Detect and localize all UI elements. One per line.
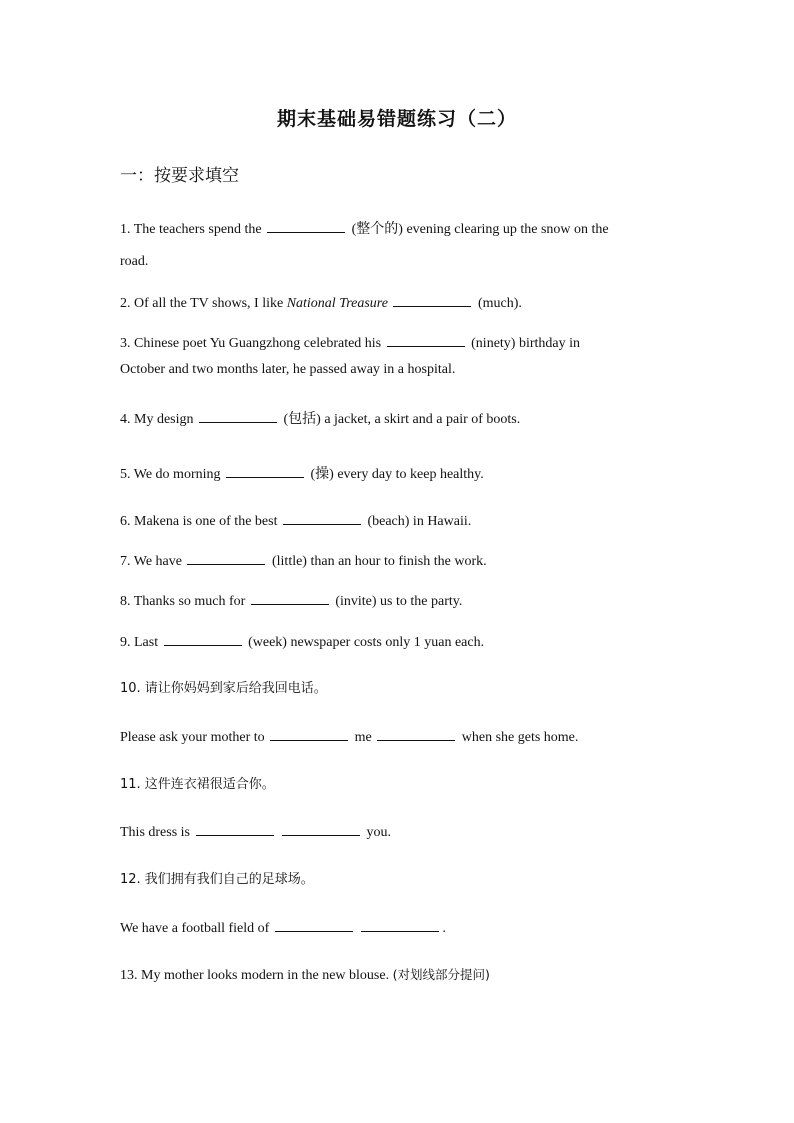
q10-blank-2 bbox=[377, 727, 455, 741]
q2-text-c: (much). bbox=[477, 296, 522, 311]
question-1 bbox=[120, 219, 609, 239]
q8-text-b: (invite) us to the party. bbox=[335, 594, 463, 609]
q3-text-b: (ninety) birthday in bbox=[471, 336, 581, 351]
q8-blank bbox=[251, 591, 329, 605]
q10-text-b: me bbox=[354, 730, 372, 745]
q12-text-b: . bbox=[442, 921, 446, 936]
q12-blank-2 bbox=[361, 918, 439, 932]
question-8 bbox=[120, 591, 462, 611]
q3-text-a: 3. Chinese poet Yu Guangzhong celebrated his bbox=[120, 336, 382, 351]
q1-text-a: 1. The teachers spend the bbox=[120, 222, 262, 237]
question-3 bbox=[120, 333, 580, 353]
question-10 bbox=[120, 727, 578, 747]
q8-text-a: 8. Thanks so much for bbox=[120, 594, 246, 609]
question-12-chinese: 12. 我们拥有我们自己的足球场。 bbox=[120, 872, 314, 887]
q11-blank-1 bbox=[196, 822, 274, 836]
page-title: 期末基础易错题练习（二） bbox=[276, 108, 517, 130]
q13-instruction: (对划线部分提问) bbox=[392, 967, 490, 982]
q3-blank bbox=[387, 333, 465, 347]
q6-text-a: 6. Makena is one of the best bbox=[120, 514, 278, 529]
question-1-cont bbox=[120, 253, 148, 271]
q11-text-b: you. bbox=[366, 825, 391, 840]
question-3-cont bbox=[120, 361, 455, 379]
q3-text-c: October and two months later, he passed away in a hospital. bbox=[120, 362, 456, 377]
q9-text-a: 9. Last bbox=[120, 635, 159, 650]
q12-text-a: We have a football field of bbox=[120, 921, 270, 936]
q9-blank bbox=[164, 632, 242, 646]
question-4 bbox=[120, 409, 520, 429]
q5-blank bbox=[226, 464, 304, 478]
q7-text-a: 7. We have bbox=[120, 554, 182, 569]
question-13 bbox=[120, 966, 490, 985]
q1-text-b: (整个的) evening clearing up the snow on the bbox=[351, 222, 609, 237]
q11-blank-2 bbox=[282, 822, 360, 836]
q5-text-b: (操) every day to keep healthy. bbox=[310, 467, 484, 482]
question-11-chinese: 11. 这件连衣裙很适合你。 bbox=[120, 777, 275, 792]
q10-text-a: Please ask your mother to bbox=[120, 730, 265, 745]
q10-blank-1 bbox=[270, 727, 348, 741]
q1-blank bbox=[267, 219, 345, 233]
q4-blank bbox=[199, 409, 277, 423]
question-9 bbox=[120, 632, 484, 652]
q4-text-b: (包括) a jacket, a skirt and a pair of boots. bbox=[283, 412, 521, 427]
section-heading: 一：按要求填空 bbox=[120, 166, 239, 186]
question-10-chinese: 10. 请让你妈妈到家后给我回电话。 bbox=[120, 681, 327, 696]
q6-text-b: (beach) in Hawaii. bbox=[367, 514, 472, 529]
q2-blank bbox=[393, 293, 471, 307]
q13-text-a: 13. My mother looks modern in the new blouse. bbox=[120, 968, 390, 983]
q7-blank bbox=[187, 551, 265, 565]
question-11 bbox=[120, 822, 391, 842]
q7-text-b: (little) than an hour to finish the work. bbox=[271, 554, 487, 569]
q12-blank-1 bbox=[275, 918, 353, 932]
q4-text-a: 4. My design bbox=[120, 412, 194, 427]
q2-title-italic: National Treasure bbox=[286, 296, 388, 311]
q11-text-a: This dress is bbox=[120, 825, 190, 840]
q6-blank bbox=[283, 511, 361, 525]
q2-text-a: 2. Of all the TV shows, I like bbox=[120, 296, 284, 311]
question-7 bbox=[120, 551, 487, 571]
q9-text-b: (week) newspaper costs only 1 yuan each. bbox=[248, 635, 485, 650]
q5-text-a: 5. We do morning bbox=[120, 467, 221, 482]
question-6 bbox=[120, 511, 471, 531]
question-5 bbox=[120, 464, 484, 484]
q10-text-c: when she gets home. bbox=[461, 730, 579, 745]
question-2 bbox=[120, 293, 522, 313]
q1-text-c: road. bbox=[120, 254, 149, 269]
question-12 bbox=[120, 918, 446, 938]
